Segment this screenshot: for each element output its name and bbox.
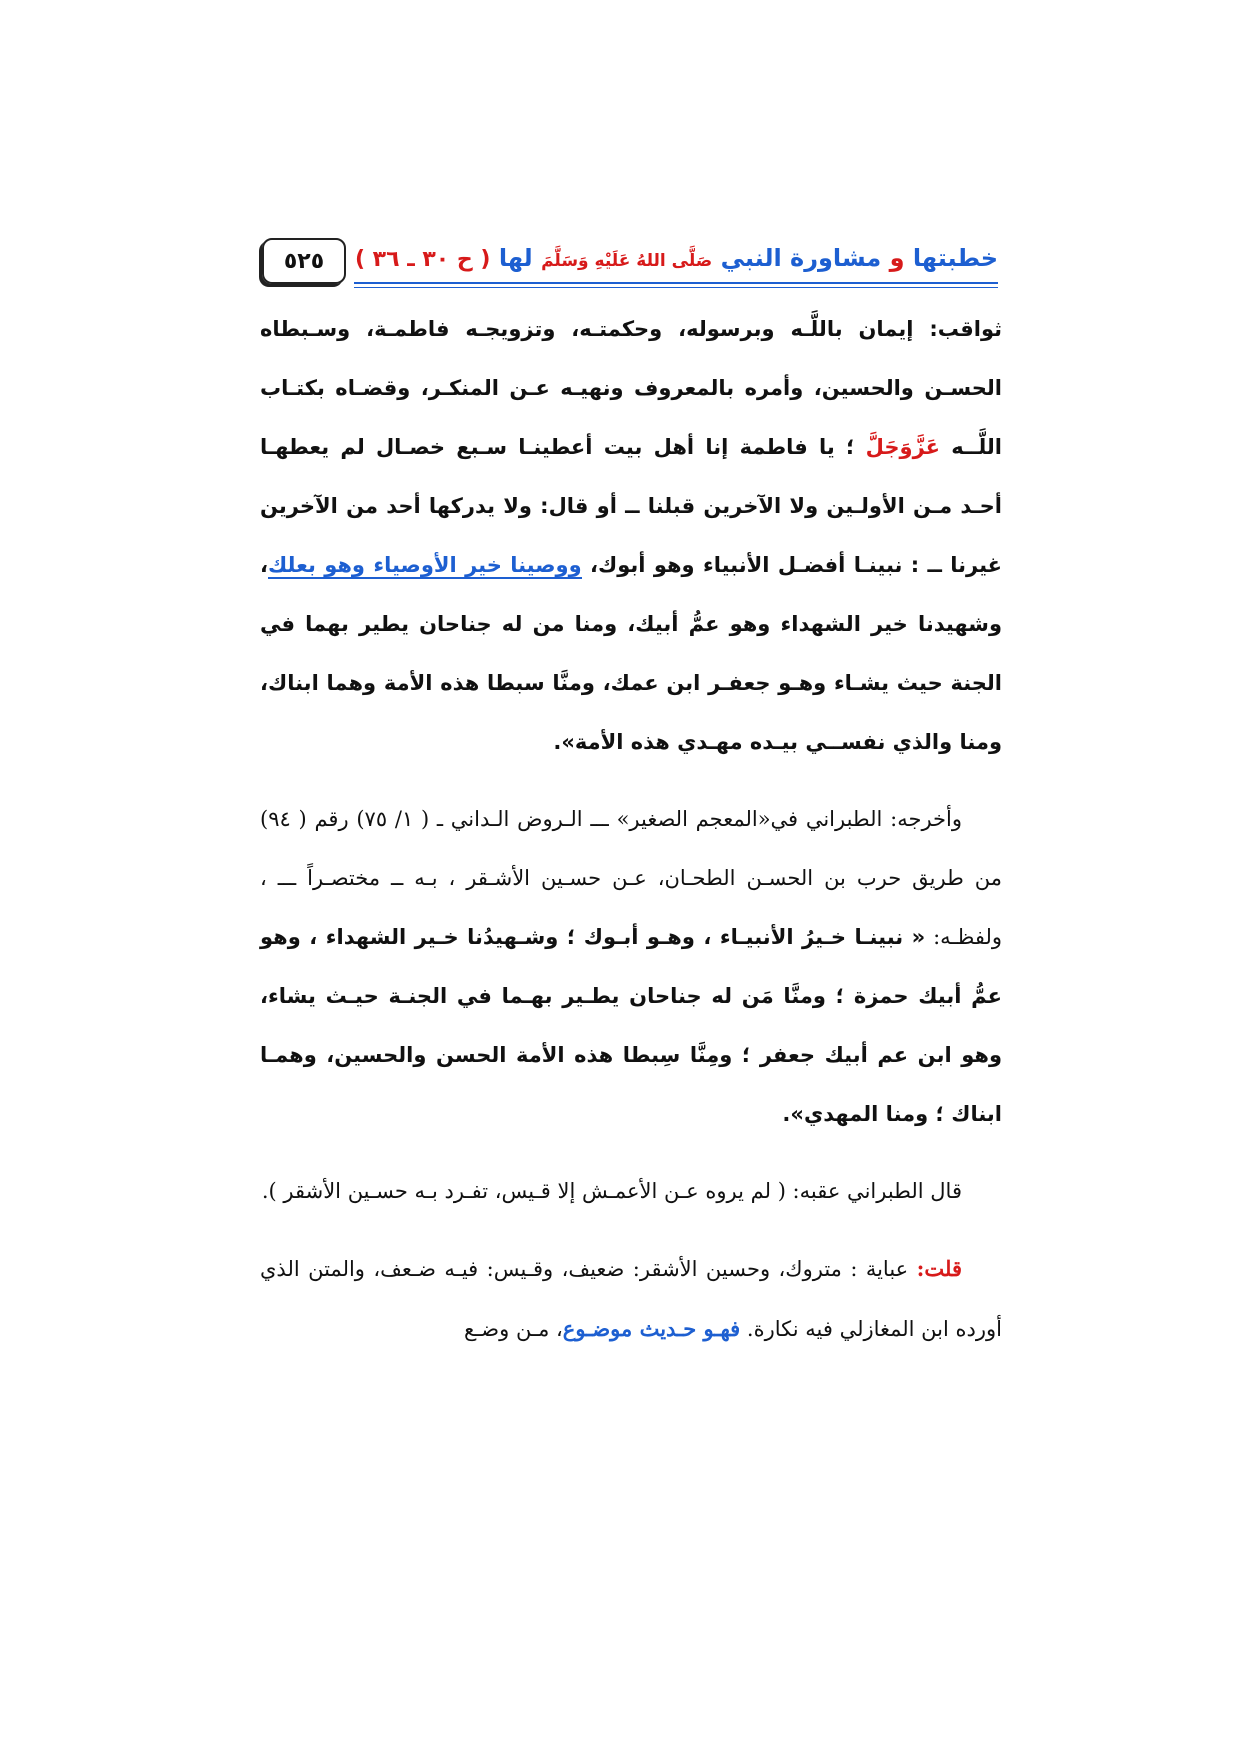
hadith-range: ( ح ٣٠ ـ ٣٦ ) [354,247,491,272]
para1-text-b: ؛ يا فاطمة إنا أهل بيت أعطينـا سـبع خصـال لم يعطهـا أحـد مـن الأولـين ولا الآخرين قبلنا ــ أو قال: ولا يدركها أحد من الآخرين غيرنا ــ : نبينـا أفضـل الأنبياء وهو أبوك، [260,435,1002,577]
running-title [355,238,998,281]
header-rule [354,282,998,284]
takhrij-paragraph [260,790,1002,1144]
tabarani-comment-paragraph: قال الطبراني عقبه: ( لم يروه عـن الأعمـش إلا قـيس، تفـرد بـه حسـين الأشقر ). [261,1179,962,1203]
para1-text-a: ثواقب: إيمان باللَّـه وبرسوله، وحكمتـه، وتزويجـه فاطمـة، وسـبطاه الحسـن والحسين، وأمره بالمعروف ونهيـه عـن المنكـر، وقضـاه بكتـاب اللَّــه [260,317,1002,459]
para2-plain-text: وأخرجه: الطبراني في«المعجم الصغير» ـــ الـروض الـداني ـ ( ١/ ٧٥) رقم ( ٩٤) من طريق حرب بن الحسـن الطحـان، عـن حسـين الأشـقر ، بـه ــ مختصـراً ـــ ، ولفظـه: [260,807,1002,949]
hadith-quote-paragraph [260,300,1002,772]
page-header [262,238,998,286]
title-part3: لها [498,244,533,272]
title-part1: خطبتها [912,244,998,272]
para1-text-c: ، وشهيدنا خير الشهداء وهو عمُّ أبيك، ومنا من له جناحان يطير بهما في الجنة حيث يشـاء وهـو جعفـر ابن عمك، ومنَّا سبطا هذه الأمة وهما ابناك، ومنا والذي نفســي بيـده مهـدي هذه الأمة». [260,553,1002,754]
qultu-label: قلت: [916,1256,962,1281]
para2-quote-text: « نبينـا خـيرُ الأنبيـاء ، وهـو أبـوك ؛ وشـهيدُنا خـير الشهداء ، وهو عمُّ أبيك حمزة ؛ ومنَّا مَن له جناحان يطـير بهـما في الجنـة حيـث يشاء، وهو ابن عم أبيك جعفر ؛ ومِنَّا سِبطا هذه الأمة الحسن والحسين، وهمـا ابناك ؛ ومنا المهدي». [260,925,1002,1126]
title-part2: مشاورة النبي [720,244,882,272]
salutation-glyph: صَلَّى اللهُ عَلَيْهِ وَسَلَّمَ [541,251,713,271]
author-note-paragraph [260,1239,1002,1359]
page-number: ٥٢٥ [262,238,346,284]
page-body [260,300,1002,1377]
header-rule-thin [354,287,998,288]
title-conj: و [889,244,905,272]
para4-text-b: ، مـن وضـع [463,1317,563,1341]
azza-wajal-glyph: عَزَّوَجَلَّ [865,435,941,459]
para4-text-a: عباية : متروك، وحسين الأشقر: ضعيف، وقـيس: فيـه ضـعف، والمتن الذي أورده ابن المغازلي فيه نكارة. [260,1257,1002,1341]
verdict-phrase: فهـو حـديث موضـوع [562,1316,741,1341]
underlined-phrase: ووصينا خير الأوصياء وهو بعلك [267,553,582,577]
